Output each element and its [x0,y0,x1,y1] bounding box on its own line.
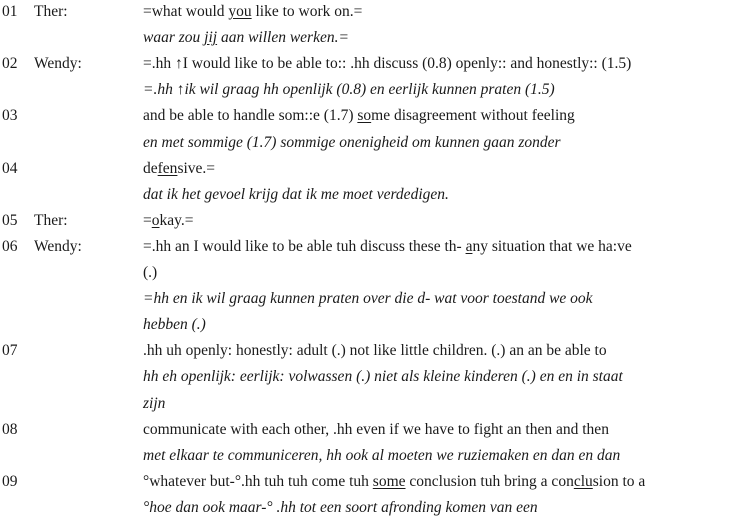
dutch-translation-text: dat ik het gevoel krijg dat ik me moet verdedigen. [143,185,449,203]
line-number: 01 [2,3,18,20]
transcript-line [0,210,742,232]
english-utterance-text: defensive.= [143,159,216,177]
line-number: 05 [2,211,18,229]
english-utterance-text: =.hh ↑I would like to be able to:: .hh discuss (0.8) openly:: and honestly:: (1.5) [143,55,632,73]
line-number: 06 [2,237,18,255]
transcript-line [0,262,742,284]
translation-line [0,445,742,467]
transcript-line [0,1,742,23]
dutch-translation-text: waar zou jij aan willen werken.= [143,29,349,47]
dutch-translation-text: °hoe dan ook maar-° .hh tot een soort afronding komen van een [143,498,538,516]
line-number: 03 [2,107,18,125]
transcript-line [0,158,742,180]
english-utterance-text: (.) [143,264,158,281]
speaker-label: Wendy: [34,237,82,255]
transcript-line [0,471,742,493]
english-utterance-text: =okay.= [143,211,194,229]
english-utterance-text: °whatever but-°.hh tuh tuh come tuh some conclusion tuh bring a conclusion to a [143,472,646,490]
translation-line [0,393,742,415]
line-number: 09 [2,472,18,490]
english-utterance-text: .hh uh openly: honestly: adult (.) not like little children. (.) an an be able to [143,342,607,360]
transcript-line [0,236,742,258]
translation-line [0,366,742,388]
speaker-label: Ther: [34,3,68,20]
line-number: 07 [2,342,18,360]
dutch-translation-text: en met sommige (1.7) sommige onenigheid om kunnen gaan zonder [143,133,561,151]
line-number: 08 [2,420,18,438]
english-utterance-text: and be able to handle som::e (1.7) some disagreement without feeling [143,107,575,125]
line-number: 04 [2,159,18,177]
transcript-line [0,105,742,127]
transcript-line [0,419,742,441]
dutch-translation-text: =hh en ik wil graag kunnen praten over die d- wat voor toestand we ook [143,290,593,308]
translation-line [0,314,742,336]
transcript-line [0,53,742,75]
transcript-line [0,340,742,362]
english-utterance-text: =.hh an I would like to be able tuh discuss these th- any situation that we ha:ve [143,237,632,255]
translation-line [0,132,742,154]
translation-line [0,497,742,519]
speaker-label: Wendy: [34,55,82,73]
english-utterance-text: communicate with each other, .hh even if we have to fight an then and then [143,420,609,438]
translation-line [0,79,742,101]
line-number: 02 [2,55,18,73]
translation-line [0,288,742,310]
speaker-label: Ther: [34,211,68,229]
translation-line [0,27,742,49]
dutch-translation-text: hh eh openlijk: eerlijk: volwassen (.) niet als kleine kinderen (.) en en in staat [143,368,623,386]
dutch-translation-text: =.hh ↑ik wil graag hh openlijk (0.8) en eerlijk kunnen praten (1.5) [143,81,555,99]
dutch-translation-text: hebben (.) [143,316,206,334]
translation-line [0,184,742,206]
dutch-translation-text: zijn [143,394,166,412]
english-utterance-text: =what would you like to work on.= [143,3,363,20]
dutch-translation-text: met elkaar te communiceren, hh ook al moeten we ruziemaken en dan en dan [143,446,621,464]
